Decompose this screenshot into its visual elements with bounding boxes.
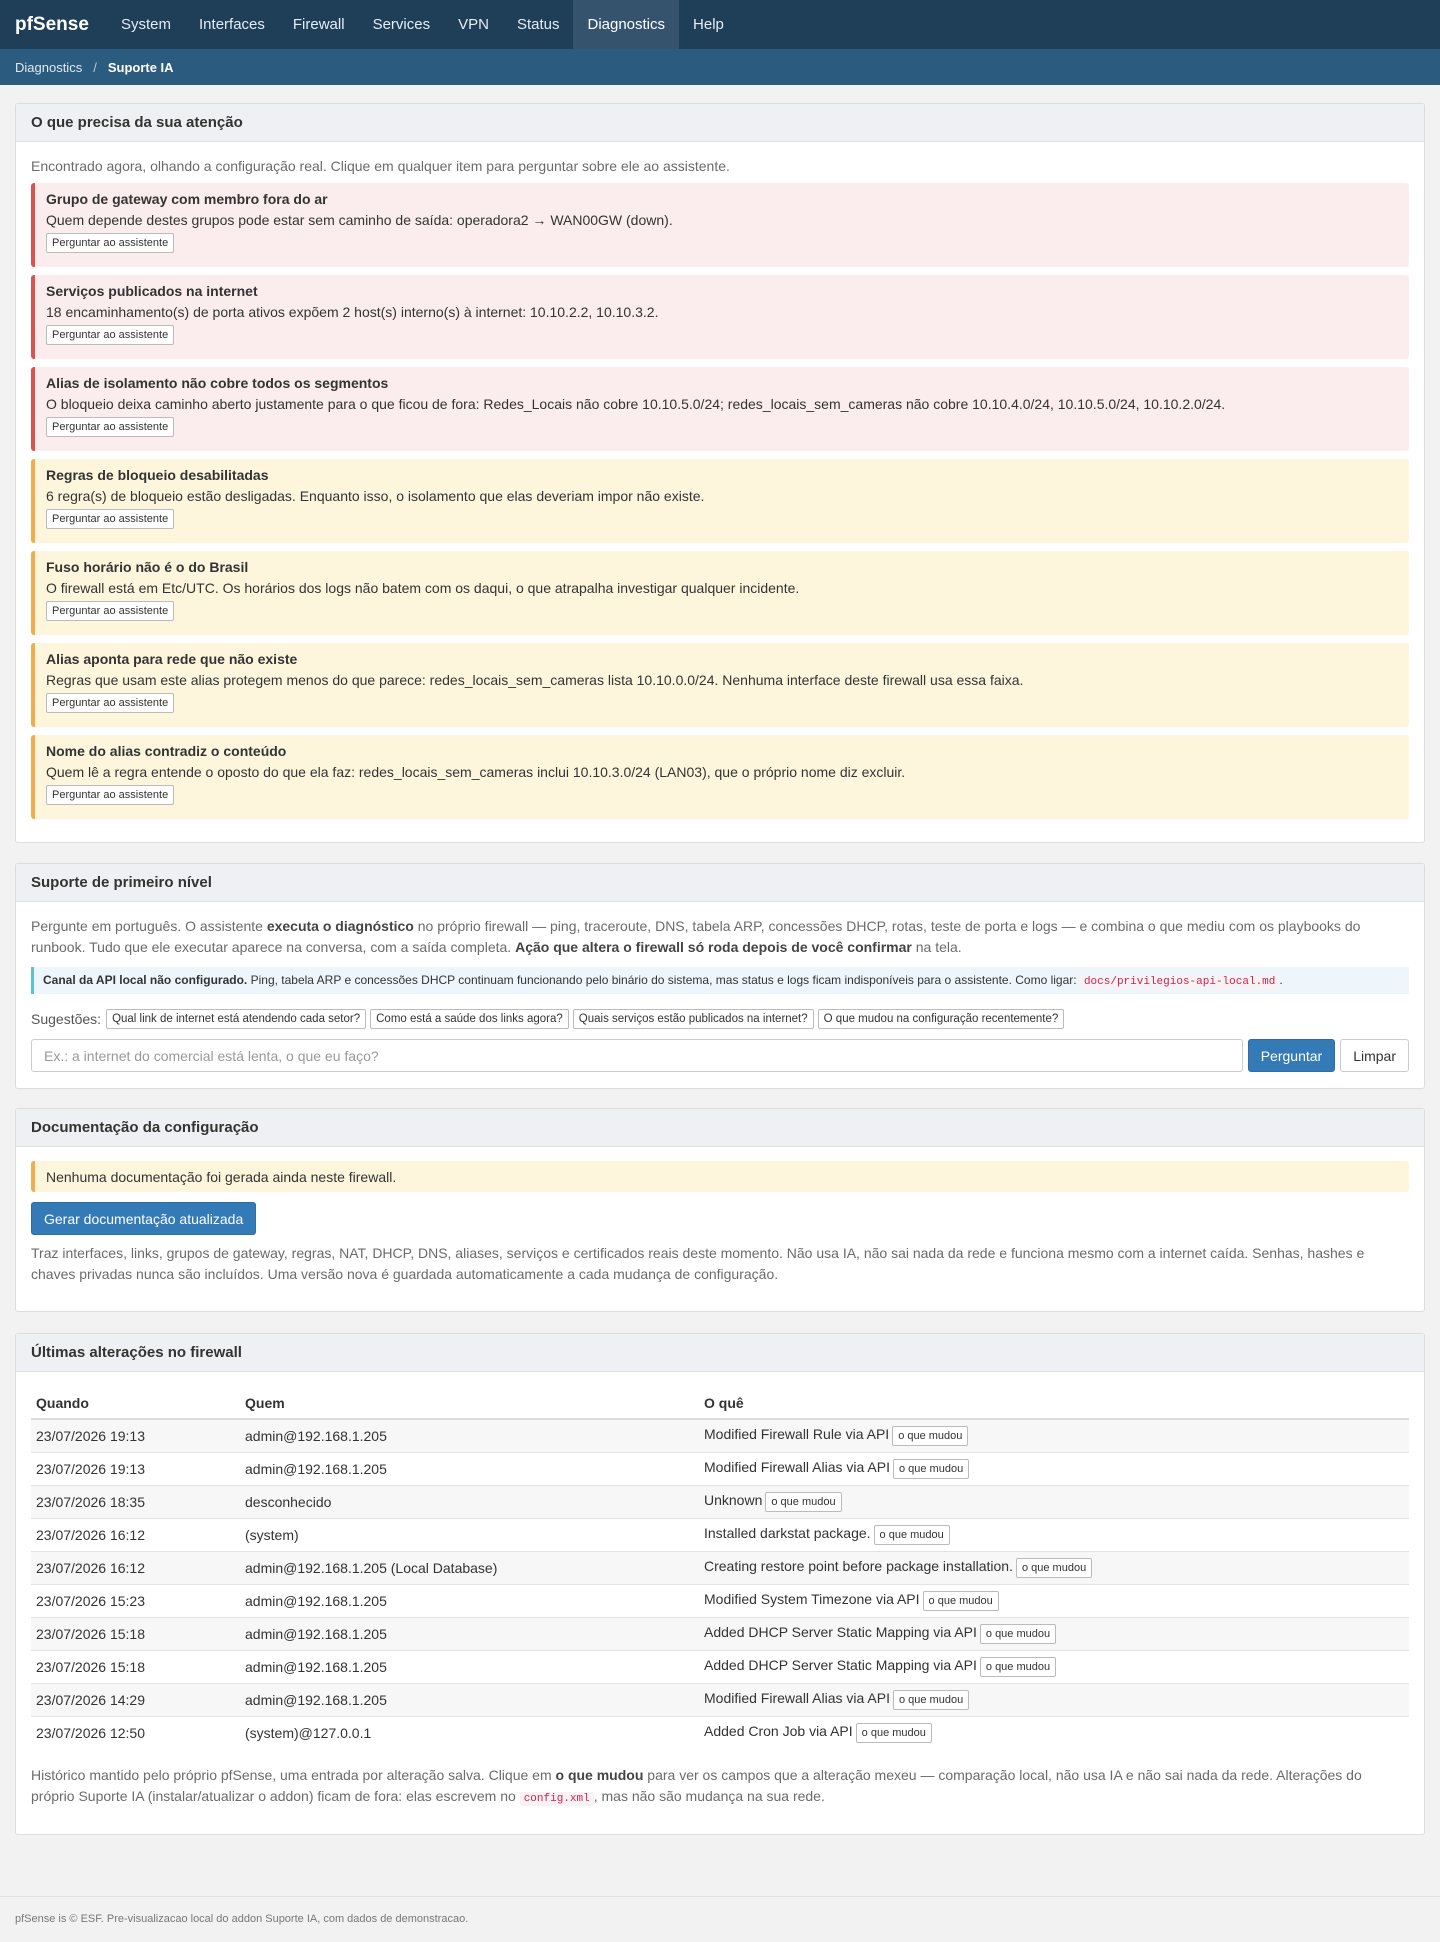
- changes-table-header: [31, 1386, 1409, 1419]
- support-intro-text-1: Pergunte em português. O assistente: [31, 918, 267, 934]
- change-description: Modified System Timezone via API: [704, 1590, 920, 1607]
- column-when: Quando: [31, 1386, 240, 1419]
- ask-row: [31, 1039, 1409, 1072]
- breadcrumb-parent[interactable]: Diagnostics: [15, 59, 83, 75]
- cell-when: 23/07/2026 12:50: [31, 1716, 240, 1749]
- changes-note-text-1: Histórico mantido pelo próprio pfSense, uma entrada por alteração salva. Clique em: [31, 1767, 556, 1783]
- ask-assistant-button[interactable]: Perguntar ao assistente: [46, 693, 174, 713]
- changes-note-text-2: para ver os campos que a alteração mexeu — comparação local, não usa IA e não sai nada da rede. Alterações do próprio Suporte IA (instalar/atualizar o addon) ficam de fora: elas escrevem no: [31, 1767, 1362, 1804]
- nav-interfaces[interactable]: Interfaces: [199, 16, 265, 33]
- attention-alert[interactable]: [31, 275, 1409, 359]
- column-who: Quem: [240, 1386, 699, 1419]
- table-row: [31, 1485, 1409, 1518]
- nav-firewall[interactable]: Firewall: [292, 16, 345, 33]
- diff-button[interactable]: o que mudou: [980, 1624, 1056, 1644]
- docs-panel: [15, 1108, 1425, 1312]
- nav-system[interactable]: System: [121, 16, 172, 33]
- suggestions-row: [31, 1009, 1409, 1029]
- table-row: [31, 1716, 1409, 1749]
- alert-title: Nome do alias contradiz o conteúdo: [46, 743, 287, 759]
- alert-title: Fuso horário não é o do Brasil: [46, 559, 249, 575]
- support-intro-bold-2: Ação que altera o firewall só roda depois de você confirmar: [515, 939, 912, 955]
- ask-assistant-button[interactable]: Perguntar ao assistente: [46, 325, 174, 345]
- ask-assistant-button[interactable]: Perguntar ao assistente: [46, 601, 174, 621]
- diff-button[interactable]: o que mudou: [892, 1426, 968, 1446]
- clear-button[interactable]: Limpar: [1340, 1039, 1409, 1072]
- diff-button[interactable]: o que mudou: [1016, 1558, 1092, 1578]
- suggestion-button[interactable]: Qual link de internet está atendendo cada setor?: [106, 1009, 366, 1029]
- suggestion-button[interactable]: O que mudou na configuração recentemente?: [818, 1009, 1065, 1029]
- diff-button[interactable]: o que mudou: [893, 1690, 969, 1710]
- cell-when: 23/07/2026 16:12: [31, 1551, 240, 1584]
- alert-text: O bloqueio deixa caminho aberto justamente para o que ficou de fora: Redes_Locais não cobre 10.10.5.0/24; redes_locais_sem_cameras não cobre 10.10.4.0/24, 10.10.5.0/24, 10.10.2.0/24.: [46, 396, 1226, 412]
- cell-what: [699, 1683, 1409, 1716]
- alert-text: 18 encaminhamento(s) de porta ativos expõem 2 host(s) interno(s) à internet: 10.10.2.2, 10.10.3.2.: [46, 304, 659, 320]
- api-notice-text: Ping, tabela ARP e concessões DHCP continuam funcionando pelo binário do sistema, mas status e logs ficam indisponíveis para o assistente. Como ligar:: [247, 973, 1080, 987]
- footer-text: pfSense is © ESF. Pre-visualizacao local do addon Suporte IA, com dados de demonstracao.: [15, 1913, 469, 1925]
- cell-when: 23/07/2026 19:13: [31, 1452, 240, 1485]
- alert-title: Grupo de gateway com membro fora do ar: [46, 191, 328, 207]
- cell-what: [699, 1617, 1409, 1650]
- table-row: [31, 1650, 1409, 1683]
- nav-services[interactable]: Services: [372, 16, 431, 33]
- attention-alert[interactable]: [31, 183, 1409, 267]
- attention-alert[interactable]: [31, 367, 1409, 451]
- changes-panel: [15, 1333, 1425, 1835]
- nav-help[interactable]: Help: [693, 16, 724, 33]
- breadcrumb: [0, 49, 1440, 85]
- alert-text: Quem lê a regra entende o oposto do que ela faz: redes_locais_sem_cameras inclui 10.10.3.0/24 (LAN03), que o próprio nome diz excluir.: [46, 764, 906, 780]
- api-notice-title: Canal da API local não configurado.: [43, 973, 248, 987]
- support-intro-text-2: no próprio firewall — ping, traceroute, DNS, tabela ARP, concessões DHCP, rotas, teste de porta e logs — e combina o que mediu com os playbooks do runbook. Tudo que ele executar aparece na conversa, com a saída completa.: [31, 918, 1361, 955]
- table-row: [31, 1419, 1409, 1452]
- change-description: Added Cron Job via API: [704, 1722, 853, 1739]
- config-file-name: config.xml: [520, 1792, 594, 1806]
- cell-who: admin@192.168.1.205 (Local Database): [240, 1551, 699, 1584]
- cell-what: [699, 1551, 1409, 1584]
- change-description: Modified Firewall Alias via API: [704, 1689, 890, 1706]
- cell-when: 23/07/2026 18:35: [31, 1485, 240, 1518]
- diff-button[interactable]: o que mudou: [923, 1591, 999, 1611]
- cell-when: 23/07/2026 16:12: [31, 1518, 240, 1551]
- column-what: O quê: [699, 1386, 1409, 1419]
- diff-button[interactable]: o que mudou: [893, 1459, 969, 1479]
- alert-title: Alias de isolamento não cobre todos os segmentos: [46, 375, 389, 391]
- support-intro-bold-1: executa o diagnóstico: [266, 918, 414, 934]
- cell-who: admin@192.168.1.205: [240, 1584, 699, 1617]
- change-description: Modified Firewall Alias via API: [704, 1458, 890, 1475]
- question-input[interactable]: [31, 1039, 1243, 1072]
- ask-assistant-button[interactable]: Perguntar ao assistente: [46, 785, 174, 805]
- cell-what: [699, 1485, 1409, 1518]
- page-footer: [0, 1896, 1440, 1942]
- suggestion-button[interactable]: Como está a saúde dos links agora?: [370, 1009, 569, 1029]
- cell-who: (system): [240, 1518, 699, 1551]
- alert-text: 6 regra(s) de bloqueio estão desligadas. Enquanto isso, o isolamento que elas deveriam impor não existe.: [46, 488, 705, 504]
- api-notice-end: .: [1279, 973, 1283, 987]
- cell-when: 23/07/2026 15:23: [31, 1584, 240, 1617]
- attention-alert[interactable]: [31, 459, 1409, 543]
- nav-vpn[interactable]: VPN: [458, 16, 489, 33]
- docs-description: Traz interfaces, links, grupos de gateway, regras, NAT, DHCP, DNS, aliases, serviços e certificados reais deste momento. Não usa IA, não sai nada da rede e funciona mesmo com a internet caída. Senhas, hashes e chaves privadas nunca são incluídos. Uma versão nova é guardada automaticamente a cada mudança de configuração.: [31, 1245, 1365, 1282]
- changes-note-bold: o que mudou: [555, 1767, 644, 1783]
- attention-alert[interactable]: [31, 735, 1409, 819]
- cell-who: (system)@127.0.0.1: [240, 1716, 699, 1749]
- table-row: [31, 1617, 1409, 1650]
- change-description: Installed darkstat package.: [704, 1524, 871, 1541]
- cell-what: [699, 1419, 1409, 1452]
- diff-button[interactable]: o que mudou: [980, 1657, 1056, 1677]
- cell-what: [699, 1650, 1409, 1683]
- cell-when: 23/07/2026 15:18: [31, 1650, 240, 1683]
- support-panel: [15, 863, 1425, 1089]
- changes-table: [31, 1386, 1409, 1749]
- cell-what: [699, 1518, 1409, 1551]
- cell-who: admin@192.168.1.205: [240, 1683, 699, 1716]
- alert-title: Alias aponta para rede que não existe: [46, 651, 298, 667]
- change-description: Modified Firewall Rule via API: [704, 1425, 890, 1442]
- change-description: Creating restore point before package installation.: [704, 1557, 1013, 1574]
- ask-assistant-button[interactable]: Perguntar ao assistente: [46, 509, 174, 529]
- attention-alert[interactable]: [31, 643, 1409, 727]
- ask-button[interactable]: Perguntar: [1248, 1039, 1335, 1072]
- brand-logo[interactable]: pfSense: [15, 13, 89, 35]
- suggestion-button[interactable]: Quais serviços estão publicados na internet?: [573, 1009, 814, 1029]
- cell-what: [699, 1716, 1409, 1749]
- generate-docs-button[interactable]: Gerar documentação atualizada: [31, 1202, 256, 1235]
- support-intro-text-3: na tela.: [911, 939, 962, 955]
- nav-diagnostics[interactable]: Diagnostics: [573, 0, 679, 49]
- breadcrumb-current: Suporte IA: [107, 59, 174, 75]
- attention-alert[interactable]: [31, 551, 1409, 635]
- table-row: [31, 1452, 1409, 1485]
- cell-who: admin@192.168.1.205: [240, 1617, 699, 1650]
- attention-intro: Encontrado agora, olhando a configuração real. Clique em qualquer item para perguntar sobre ele ao assistente.: [31, 158, 730, 174]
- changes-table-body: [31, 1419, 1409, 1749]
- diff-button[interactable]: o que mudou: [856, 1723, 932, 1743]
- cell-who: admin@192.168.1.205: [240, 1452, 699, 1485]
- cell-what: [699, 1452, 1409, 1485]
- alert-title: Serviços publicados na internet: [46, 283, 258, 299]
- api-channel-notice: [31, 967, 1409, 994]
- diff-button[interactable]: o que mudou: [765, 1492, 841, 1512]
- support-panel-title: Suporte de primeiro nível: [16, 864, 1424, 902]
- alert-title: Regras de bloqueio desabilitadas: [46, 467, 269, 483]
- changes-note-text-3: , mas não são mudança na sua rede.: [593, 1788, 825, 1804]
- alert-text: Quem depende destes grupos pode estar sem caminho de saída: operadora2 → WAN00GW (down).: [46, 212, 673, 228]
- cell-who: admin@192.168.1.205: [240, 1650, 699, 1683]
- change-description: Unknown: [704, 1491, 763, 1508]
- breadcrumb-separator: /: [93, 59, 97, 75]
- diff-button[interactable]: o que mudou: [874, 1525, 950, 1545]
- table-row: [31, 1551, 1409, 1584]
- cell-who: admin@192.168.1.205: [240, 1419, 699, 1452]
- table-row: [31, 1518, 1409, 1551]
- attention-panel-title: O que precisa da sua atenção: [16, 104, 1424, 142]
- top-navbar: [0, 0, 1440, 49]
- cell-who: desconhecido: [240, 1485, 699, 1518]
- ask-assistant-button[interactable]: Perguntar ao assistente: [46, 417, 174, 437]
- support-intro: [31, 916, 1409, 958]
- suggestions-label: Sugestões:: [31, 1011, 102, 1027]
- attention-alerts-list: [31, 183, 1409, 819]
- change-description: Added DHCP Server Static Mapping via API: [704, 1656, 977, 1673]
- docs-notice: Nenhuma documentação foi gerada ainda neste firewall.: [31, 1161, 1409, 1192]
- alert-text: Regras que usam este alias protegem menos do que parece: redes_locais_sem_cameras lista 10.10.0.0/24. Nenhuma interface deste firewall usa essa faixa.: [46, 672, 1024, 688]
- cell-when: 23/07/2026 19:13: [31, 1419, 240, 1452]
- cell-when: 23/07/2026 14:29: [31, 1683, 240, 1716]
- cell-what: [699, 1584, 1409, 1617]
- api-doc-path: docs/privilegios-api-local.md: [1080, 975, 1279, 989]
- docs-panel-title: Documentação da configuração: [16, 1109, 1424, 1147]
- ask-assistant-button[interactable]: Perguntar ao assistente: [46, 233, 174, 253]
- table-row: [31, 1683, 1409, 1716]
- alert-text: O firewall está em Etc/UTC. Os horários dos logs não batem com os daqui, o que atrapalha investigar qualquer incidente.: [46, 580, 800, 596]
- changes-note: [31, 1765, 1409, 1810]
- change-description: Added DHCP Server Static Mapping via API: [704, 1623, 977, 1640]
- cell-when: 23/07/2026 15:18: [31, 1617, 240, 1650]
- table-row: [31, 1584, 1409, 1617]
- attention-panel: [15, 103, 1425, 843]
- nav-status[interactable]: Status: [516, 16, 560, 33]
- changes-panel-title: Últimas alterações no firewall: [16, 1334, 1424, 1372]
